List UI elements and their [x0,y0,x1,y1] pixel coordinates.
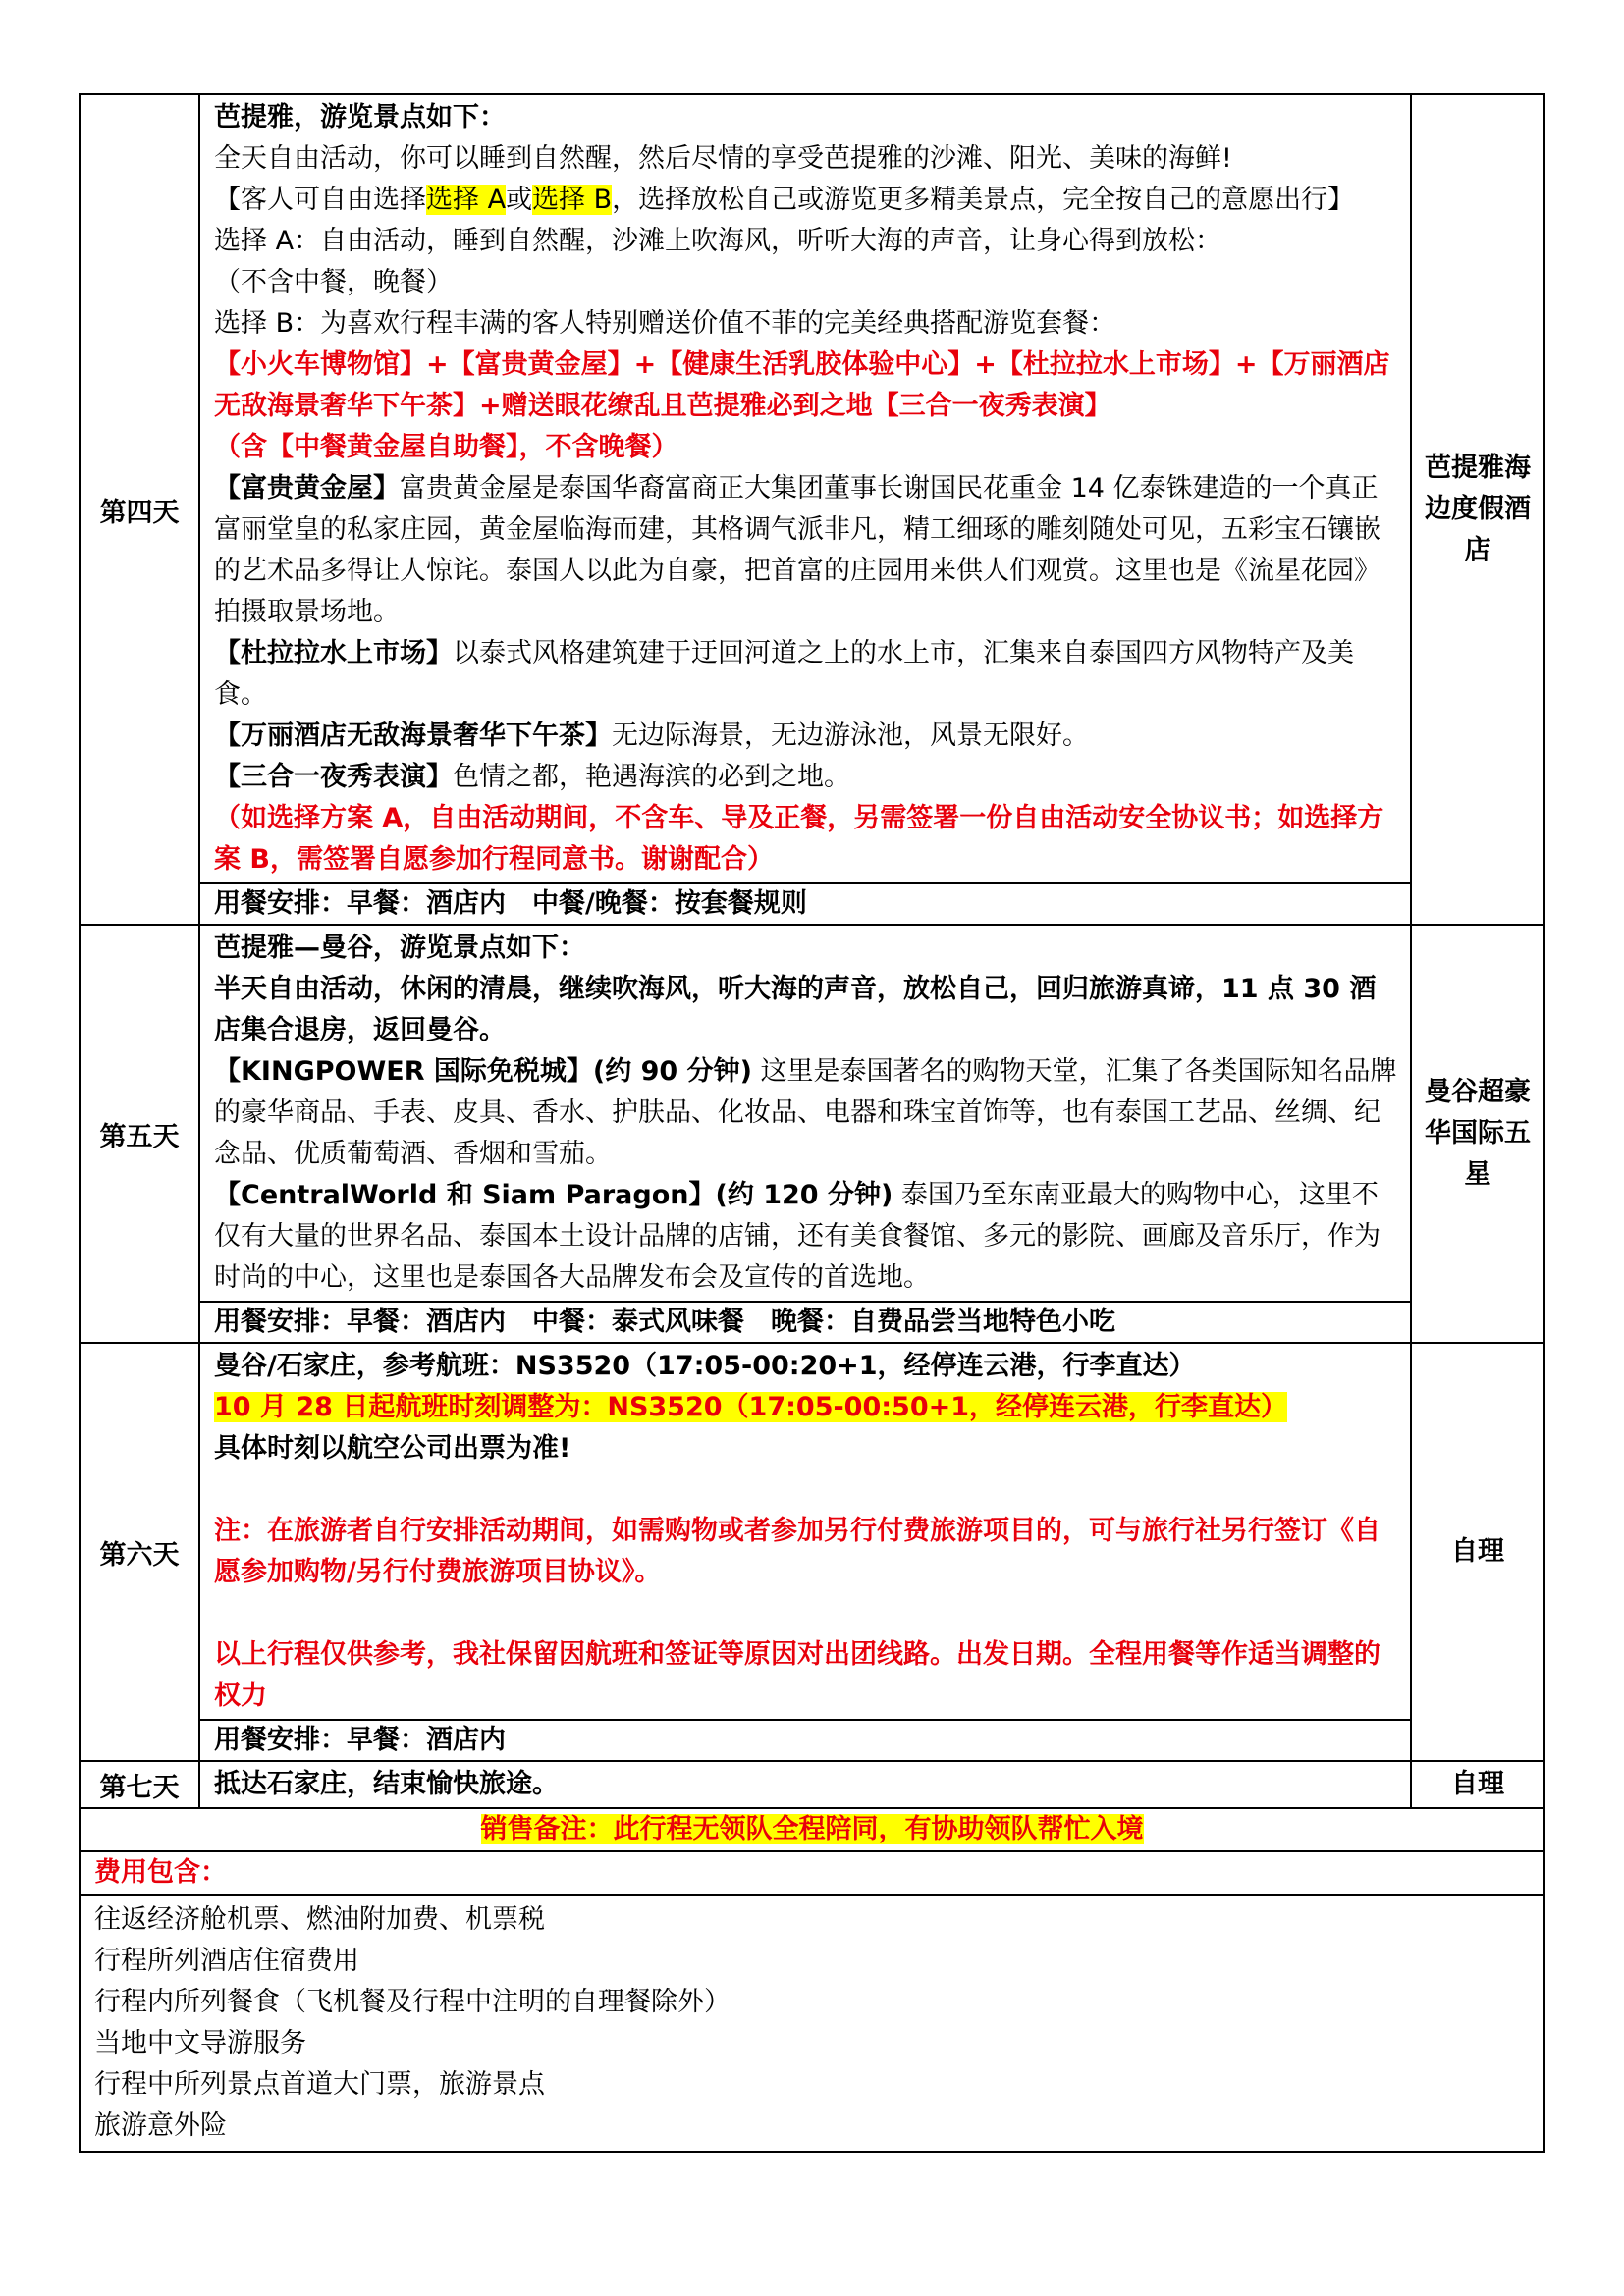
fee-item: 行程中所列景点首道大门票，旅游景点 [94,2069,545,2100]
option-a-highlight: 选择 A [426,185,507,215]
sight-text: 无边际海景，无边游泳池，风景无限好。 [612,721,1089,751]
day6-flight-note: 具体时刻以航空公司出票为准! [214,1433,571,1464]
day6-label: 第六天 [80,1343,199,1761]
choose-mid: 或 [506,185,533,215]
day4-package: 【小火车博物馆】+【富贵黄金屋】+【健康生活乳胶体验中心】+【杜拉拉水上市场】+【万丽酒店无敌海景奢华下午茶】+赠送眼花缭乱且芭提雅必到之地【三合一夜秀表演】 [214,349,1390,421]
choose-post: ，选择放松自己或游览更多精美景点，完全按自己的意愿出行】 [612,185,1355,215]
flight-change-highlight: 10 月 28 日起航班时刻调整为：NS3520（17:05-00:50+1，经停连云港，行李直达） [214,1392,1288,1422]
sight-text: 以泰式风格建筑建于迂回河道之上的水上市，汇集来自泰国四方风物特产及美食。 [214,638,1354,710]
day5-sight-2 [214,1175,1400,1299]
day4-warning: （如选择方案 A，自由活动期间，不含车、导及正餐，另需签署一份自由活动安全协议书；如选择方案 B，需签署自愿参加行程同意书。谢谢配合） [214,803,1384,875]
sight-text: 这里是泰国著名的购物天堂，汇集了各类国际知名品牌的豪华商品、手表、皮具、香水、护肤品、化妆品、电器和珠宝首饰等，也有泰国工艺品、丝绸、纪念品、优质葡萄酒、香烟和雪茄。 [214,1056,1397,1169]
day6-note-2: 以上行程仅供参考，我社保留因航班和签证等原因对出团线路。出发日期。全程用餐等作适当调整的权力 [214,1639,1380,1711]
day6-flight-change [214,1387,1400,1428]
sight-name: 【富贵黄金屋】 [214,473,400,504]
fee-item: 往返经济舱机票、燃油附加费、机票税 [94,1904,545,1935]
fee-item: 旅游意外险 [94,2110,227,2141]
day7-hotel: 自理 [1411,1761,1544,1808]
fees-list-row [80,1895,1544,2152]
sight-name: 【三合一夜秀表演】 [214,762,453,792]
spacer [214,1593,1400,1634]
day4-title: 芭提雅，游览景点如下： [214,102,506,133]
sight-name: 【万丽酒店无敌海景奢华下午茶】 [214,721,612,751]
day4-sight-1 [214,468,1400,633]
sight-name: 【杜拉拉水上市场】 [214,638,453,668]
day4-option-a-note: （不含中餐，晚餐） [214,267,453,297]
spacer [214,1469,1400,1511]
day4-intro: 全天自由活动，你可以睡到自然醒，然后尽情的享受芭提雅的沙滩、阳光、美味的海鲜! [214,143,1232,174]
itinerary-page [79,93,1543,2153]
day6-flight: 曼谷/石家庄，参考航班：NS3520（17:05-00:20+1，经停连云港，行李直达） [214,1351,1196,1381]
sales-note-text: 销售备注：此行程无领队全程陪同，有协助领队帮忙入境 [480,1814,1144,1844]
day5-label: 第五天 [80,925,199,1343]
day5-meal: 用餐安排：早餐：酒店内 中餐：泰式风味餐 晚餐：自费品尝当地特色小吃 [200,1301,1410,1342]
day6-meal: 用餐安排：早餐：酒店内 [200,1719,1410,1760]
sight-text: 泰国乃至东南亚最大的购物中心，这里不仅有大量的世界名品、泰国本土设计品牌的店铺，还有美食餐馆、多元的影院、画廊及音乐厅，作为时尚的中心，这里也是泰国各大品牌发布会及宣传的首选地。 [214,1180,1380,1293]
sight-name: 【CentralWorld 和 Siam Paragon】(约 120 分钟) [214,1180,893,1210]
fee-item: 当地中文导游服务 [94,2028,306,2058]
day5-sight-1 [214,1051,1400,1175]
sales-note-row [80,1808,1544,1851]
day4-package-meal: （含【中餐黄金屋自助餐】，不含晚餐） [214,432,678,462]
day5-intro: 半天自由活动，休闲的清晨，继续吹海风，听大海的声音，放松自己，回归旅游真谛，11 点 30 酒店集合退房，返回曼谷。 [214,974,1377,1045]
sight-name: 【KINGPOWER 国际免税城】(约 90 分钟) [214,1056,752,1087]
day4-label: 第四天 [80,94,199,925]
day4-hotel: 芭提雅海边度假酒店 [1411,94,1544,925]
day7-content [199,1761,1411,1808]
day7-row [80,1761,1544,1808]
fee-item: 行程内所列餐食（飞机餐及行程中注明的自理餐除外） [94,1987,731,2017]
sight-text: 色情之都，艳遇海滨的必到之地。 [453,762,850,792]
fee-item: 行程所列酒店住宿费用 [94,1946,359,1976]
day4-option-b: 选择 B：为喜欢行程丰满的客人特别赠送价值不菲的完美经典搭配游览套餐： [214,308,1116,339]
choose-pre: 【客人可自由选择 [214,185,426,215]
day4-content [199,94,1411,925]
itinerary-table [79,93,1545,2153]
day5-title: 芭提雅—曼谷，游览景点如下： [214,933,585,963]
day4-sight-4 [214,757,1400,798]
day5-content [199,925,1411,1343]
day4-sight-2 [214,633,1400,716]
day4-option-a: 选择 A：自由活动，睡到自然醒，沙滩上吹海风，听听大海的声音，让身心得到放松： [214,226,1222,256]
day4-sight-3 [214,716,1400,757]
day7-label: 第七天 [80,1761,199,1808]
day4-choose [214,180,1400,221]
fees-title-row [80,1851,1544,1895]
day6-hotel: 自理 [1411,1343,1544,1761]
day6-note-1: 注：在旅游者自行安排活动期间，如需购物或者参加另行付费旅游项目的，可与旅行社另行签订《自愿参加购物/另行付费旅游项目协议》。 [214,1516,1380,1587]
day5-hotel: 曼谷超豪华国际五星 [1411,925,1544,1343]
day4-meal: 用餐安排：早餐：酒店内 中餐/晚餐：按套餐规则 [200,882,1410,924]
day6-content [199,1343,1411,1761]
fees-list [80,1895,1544,2152]
day6-row [80,1343,1544,1761]
day5-row [80,925,1544,1343]
sight-text: 富贵黄金屋是泰国华裔富商正大集团董事长谢国民花重金 14 亿泰铢建造的一个真正富丽堂皇的私家庄园，黄金屋临海而建，其格调气派非凡，精工细琢的雕刻随处可见，五彩宝石镶嵌的艺术品多得让人惊诧。泰国人以此为自豪，把首富的庄园用来供人们观赏。这里也是《流星花园》拍摄取景场地。 [214,473,1380,627]
sales-note [80,1808,1544,1851]
day7-text: 抵达石家庄，结束愉快旅途。 [214,1769,559,1799]
fees-title: 费用包含： [80,1851,1544,1895]
day4-row [80,94,1544,925]
option-b-highlight: 选择 B [532,185,613,215]
